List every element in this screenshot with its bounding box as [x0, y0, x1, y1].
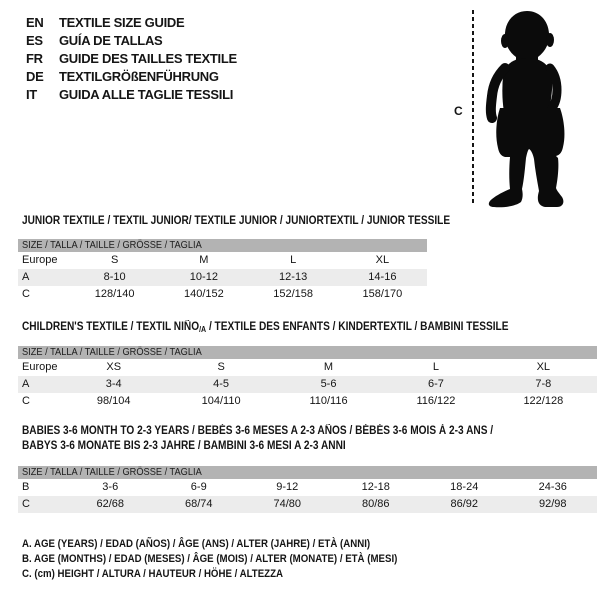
lang-label-de: TEXTILGRÖßENFÜHRUNG [59, 68, 219, 84]
height-cell: 86/92 [450, 498, 479, 510]
size-cell: S [110, 254, 119, 266]
junior-section-title [22, 214, 508, 229]
height-cell: 158/170 [362, 288, 403, 300]
age-cell: 8-10 [103, 271, 126, 283]
babies-size-table [18, 466, 597, 513]
children-row-height [18, 393, 597, 410]
months-cell: 24-36 [538, 481, 567, 493]
age-cell: 12-13 [279, 271, 308, 283]
age-cell: 6-7 [427, 378, 444, 390]
language-legend [26, 13, 237, 103]
height-cell: 152/158 [273, 288, 313, 300]
height-cell: 104/110 [201, 395, 241, 407]
row-label: A [22, 271, 30, 283]
months-cell: 18-24 [450, 481, 479, 493]
junior-section-title-text: JUNIOR TEXTILE / TEXTIL JUNIOR/ TEXTILE JUNIOR / JUNIORTEXTIL / JUNIOR TESSILE [22, 215, 451, 227]
row-label: B [22, 481, 30, 493]
height-measure-label: C [454, 104, 463, 118]
babies-row-height [18, 496, 597, 513]
height-cell: 110/116 [309, 395, 348, 407]
size-cell: S [217, 361, 225, 373]
junior-row-europe [18, 252, 427, 269]
children-row-age [18, 376, 597, 393]
lang-code-it: IT [26, 86, 37, 102]
height-cell: 128/140 [94, 288, 135, 300]
babies-row-months [18, 479, 597, 496]
height-cell: 98/104 [96, 395, 131, 407]
lang-code-de: DE [26, 68, 44, 84]
age-cell: 14-16 [368, 271, 397, 283]
height-cell: 68/74 [184, 498, 213, 510]
lang-row-de [26, 67, 237, 85]
height-cell: 122/128 [523, 395, 564, 407]
lang-code-es: ES [26, 32, 43, 48]
children-table-header [18, 346, 597, 359]
size-cell: XS [106, 361, 122, 373]
children-table-header-text: SIZE / TALLA / TAILLE / GRÖSSE / TAGLIA [22, 346, 202, 358]
children-section-title-text: CHILDREN'S TEXTILE / TEXTIL NIÑO/A / TEXTILE DES ENFANTS / KINDERTEXTIL / BAMBINI TESSILE [22, 321, 509, 334]
size-cell: M [199, 254, 209, 266]
size-cell: M [323, 361, 334, 373]
age-cell: 7-8 [535, 378, 552, 390]
size-cell: L [432, 361, 439, 373]
footnote-height: C. (cm) HEIGHT / ALTURA / HAUTEUR / HÖHE / ALTEZZA [22, 568, 284, 580]
lang-code-fr: FR [26, 50, 43, 66]
babies-section-title-line1: BABIES 3-6 MONTH TO 2-3 YEARS / BEBÉS 3-6 MESES A 2-3 AÑOS / BÉBÉS 3-6 MOIS À 2-3 ANS / [22, 425, 494, 437]
size-cell: XL [375, 254, 390, 266]
junior-size-table [18, 239, 427, 303]
footnote-age-months: B. AGE (MONTHS) / EDAD (MESES) / ÂGE (MOIS) / ALTER (MONATE) / ETÀ (MESI) [22, 553, 398, 565]
lang-row-fr [26, 49, 237, 67]
age-cell: 5-6 [320, 378, 337, 390]
row-label: Europe [22, 361, 58, 373]
age-cell: 4-5 [213, 378, 230, 390]
children-row-europe [18, 359, 597, 376]
babies-section-title [22, 424, 557, 454]
height-measure-dashed-line [472, 10, 474, 205]
lang-label-es: GUÍA DE TALLAS [59, 32, 163, 48]
height-cell: 92/98 [538, 498, 567, 510]
lang-label-en: TEXTILE SIZE GUIDE [59, 14, 185, 30]
lang-row-es [26, 31, 237, 49]
size-cell: L [290, 254, 297, 266]
children-title-subscript: /A [199, 325, 207, 334]
row-label: A [22, 378, 30, 390]
row-label: C [22, 395, 30, 407]
footnote-age-years: A. AGE (YEARS) / EDAD (AÑOS) / ÂGE (ANS) / ALTER (JAHRE) / ETÀ (ANNI) [22, 538, 371, 550]
children-size-table [18, 346, 597, 410]
lang-code-en: EN [26, 14, 44, 30]
junior-table-header-text: SIZE / TALLA / TAILLE / GRÖSSE / TAGLIA [22, 239, 202, 251]
junior-row-age [18, 269, 427, 286]
months-cell: 3-6 [102, 481, 119, 493]
height-cell: 62/68 [96, 498, 125, 510]
babies-table-header-text: SIZE / TALLA / TAILLE / GRÖSSE / TAGLIA [22, 466, 202, 478]
babies-table-header [18, 466, 597, 479]
lang-label-fr: GUIDE DES TAILLES TEXTILE [59, 50, 237, 66]
age-cell: 10-12 [189, 271, 218, 283]
row-label: C [22, 288, 30, 300]
height-cell: 140/152 [183, 288, 224, 300]
months-cell: 12-18 [361, 481, 390, 493]
months-cell: 9-12 [276, 481, 299, 493]
baby-silhouette-icon [483, 8, 573, 208]
junior-row-height [18, 286, 427, 303]
children-section-title [22, 320, 575, 337]
lang-row-en [26, 13, 237, 31]
height-cell: 116/122 [416, 395, 456, 407]
height-cell: 74/80 [273, 498, 302, 510]
babies-section-title-line2: BABYS 3-6 MONATE BIS 2-3 JAHRE / BAMBINI 3-6 MESI A 2-3 ANNI [22, 440, 346, 452]
junior-table-header [18, 239, 427, 252]
row-label: Europe [22, 254, 58, 266]
row-label: C [22, 498, 30, 510]
lang-label-it: GUIDA ALLE TAGLIE TESSILI [59, 86, 234, 102]
height-cell: 80/86 [361, 498, 390, 510]
size-cell: XL [536, 361, 551, 373]
months-cell: 6-9 [190, 481, 207, 493]
lang-row-it [26, 85, 237, 103]
age-cell: 3-4 [105, 378, 122, 390]
